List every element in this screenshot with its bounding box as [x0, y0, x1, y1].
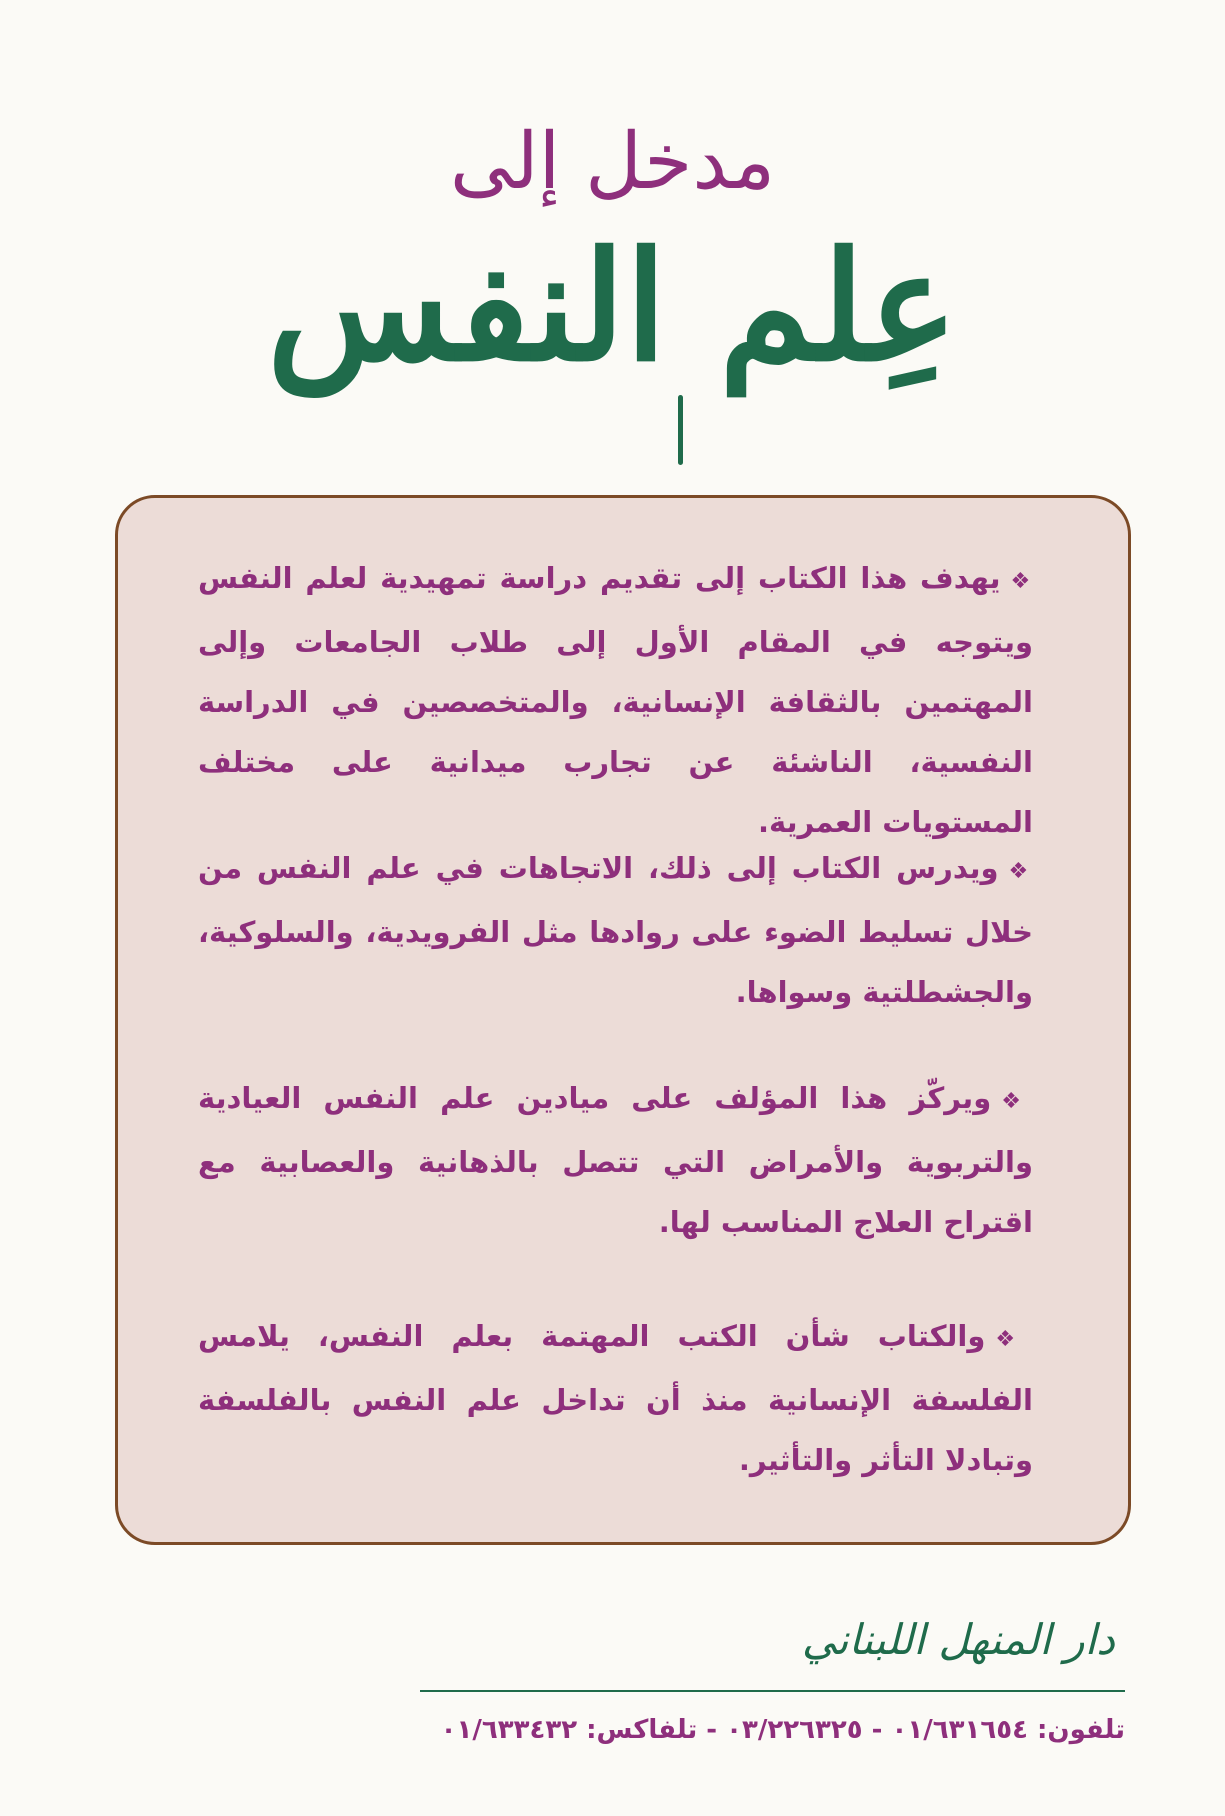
bullet-icon: ❖	[995, 1327, 1033, 1352]
title-decoration	[678, 395, 683, 465]
description-paragraph-4	[198, 1306, 1033, 1490]
description-paragraph-3	[198, 1068, 1033, 1252]
description-box	[115, 495, 1131, 1545]
title-line-1: مدخل إلى	[449, 117, 776, 207]
bullet-icon: ❖	[1008, 859, 1033, 884]
title-line-2: عِلم النفس	[267, 219, 958, 395]
description-paragraph-1	[198, 548, 1033, 852]
publisher-contact: تلفون: ٠١/٦٣١٦٥٤ - ٠٣/٢٢٦٣٢٥ - تلفاكس: ٠١/٦٣٣٤٣٢	[440, 1715, 1125, 1745]
publisher-name: دار المنهل اللبناني	[801, 1615, 1115, 1664]
paragraph-text: والكتاب شأن الكتب المهتمة بعلم النفس، يلامس الفلسفة الإنسانية منذ أن تداخل علم النفس بالفلسفة وتبادلا التأثر والتأثير.	[198, 1319, 1033, 1477]
divider	[420, 1690, 1125, 1692]
paragraph-text: ويدرس الكتاب إلى ذلك، الاتجاهات في علم النفس من خلال تسليط الضوء على روادها مثل الفرويدية، والسلوكية، والجشطلتية وسواها.	[198, 851, 1033, 1009]
bullet-icon: ❖	[1001, 1089, 1033, 1114]
description-paragraph-2	[198, 838, 1033, 1022]
bullet-icon: ❖	[1010, 569, 1033, 594]
paragraph-text: ويركّز هذا المؤلف على ميادين علم النفس العيادية والتربوية والأمراض التي تتصل بالذهانية والعصابية مع اقتراح العلاج المناسب لها.	[198, 1081, 1033, 1239]
paragraph-text: يهدف هذا الكتاب إلى تقديم دراسة تمهيدية لعلم النفس ويتوجه في المقام الأول إلى طلاب الجامعات وإلى المهتمين بالثقافة الإنسانية، والمتخصصين في الدراسة النفسية، الناشئة عن تجارب ميدانية على مختلف المستويات العمرية.	[198, 561, 1033, 839]
